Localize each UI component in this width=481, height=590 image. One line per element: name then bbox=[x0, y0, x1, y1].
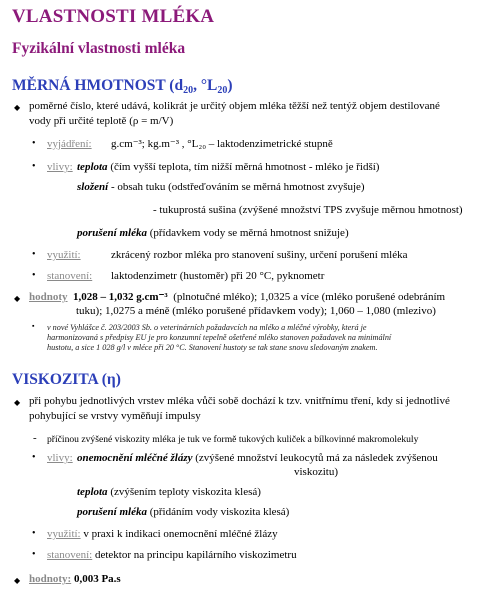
vyuziti-label: využití: bbox=[47, 249, 81, 261]
viscosity-stanoveni bbox=[47, 548, 297, 563]
vlivy-slozeni-2: - tukuprostá sušina (zvýšené množství TPS zvyšuje měrnou hmotnost) bbox=[153, 204, 463, 216]
hodnoty-label: hodnoty bbox=[29, 291, 68, 303]
viscosity-poruseni bbox=[77, 505, 289, 520]
vlivy-poruseni bbox=[77, 226, 349, 241]
hodnoty-text-1: (plnotučné mléko); 1,0325 a více (mléko porušené odebráním bbox=[173, 291, 446, 303]
density-values-1 bbox=[29, 290, 445, 305]
viscosity-poruseni-term: porušení mléka bbox=[77, 506, 147, 518]
onemocneni-term: onemocnění mléčné žlázy bbox=[77, 452, 193, 464]
vyuziti-text: zkrácený rozbor mléka pro stanovení sušiny, určení porušení mléka bbox=[111, 249, 408, 261]
viscosity-onemocneni-2: viskozitu) bbox=[294, 466, 338, 478]
viscosity-hodnoty-value: 0,003 Pa.s bbox=[73, 573, 121, 585]
poruseni-text: (přídavkem vody se měrná hmotnost snižuje) bbox=[149, 227, 349, 239]
viscosity-definition-2: pohybující se vrstvy vyměňují impulsy bbox=[29, 410, 201, 422]
viscosity-vlivy-label: vlivy: bbox=[47, 452, 73, 464]
density-heading bbox=[12, 77, 233, 96]
poruseni-term: porušení mléka bbox=[77, 227, 147, 239]
teplota-text: (čím vyšší teplota, tím nižší měrná hmotnost - mléko je řidší) bbox=[110, 161, 380, 173]
dot-bullet-icon: • bbox=[32, 528, 36, 539]
viscosity-cause: příčinou zvýšené viskozity mléka je tuk ve formě tukových kuliček a bílkovinné makromolekuly bbox=[47, 434, 419, 445]
dot-bullet-icon: • bbox=[32, 249, 36, 260]
viscosity-onemocneni bbox=[77, 451, 438, 466]
vlivy-label: vlivy: bbox=[47, 161, 73, 173]
onemocneni-text-1: (zvýšené množství leukocytů má za následek zvýšenou bbox=[195, 452, 438, 464]
legislation-note-1: v nové Vyhlášce č. 203/2003 Sb. o veterinárních požadavcích na mléko a mléčné výrobky, která je bbox=[47, 323, 367, 332]
viscosity-definition-1: při pohybu jednotlivých vrstev mléka vůči sobě dochází k tzv. vnitřnímu tření, kdy si jednotlivé bbox=[29, 395, 450, 407]
viscosity-stanoveni-text: detektor na principu kapilárního viskozimetru bbox=[94, 549, 297, 561]
density-heading-mid: , °L bbox=[193, 77, 218, 94]
viscosity-heading: VISKOZITA (η) bbox=[12, 371, 121, 388]
diamond-bullet-icon: ◆ bbox=[14, 294, 21, 303]
viscosity-teplota-term: teplota bbox=[77, 486, 108, 498]
legislation-note-3: hustotu, a sice 1 028 g/l v mléce při 20 °C. Stanovení hustoty se tak stane snovu sledovaným znakem. bbox=[47, 343, 378, 352]
viscosity-teplota bbox=[77, 485, 261, 500]
diamond-bullet-icon: ◆ bbox=[14, 103, 21, 112]
viscosity-stanoveni-label: stanovení: bbox=[47, 549, 93, 561]
vlivy-slozeni bbox=[77, 180, 365, 195]
dot-bullet-icon: • bbox=[32, 549, 36, 560]
diamond-bullet-icon: ◆ bbox=[14, 576, 21, 585]
dash-bullet: - bbox=[33, 432, 37, 444]
vyjadreni-text: g.cm⁻³; kg.m⁻³ , °L₂₀ – laktodenzimetrické stupně bbox=[111, 138, 333, 150]
viscosity-poruseni-text: (přidáním vody viskozita klesá) bbox=[149, 506, 290, 518]
density-heading-main: MĚRNÁ HMOTNOST (d bbox=[12, 77, 184, 94]
viscosity-hodnoty-label: hodnoty: bbox=[29, 573, 72, 585]
slozeni-text: - obsah tuku (odstřeďováním se měrná hmotnost zvyšuje) bbox=[110, 181, 365, 193]
dot-bullet-icon: • bbox=[32, 270, 36, 281]
dot-bullet-icon: • bbox=[32, 138, 36, 149]
viscosity-vyuziti bbox=[47, 527, 278, 542]
dot-bullet-icon: • bbox=[32, 161, 36, 172]
density-values-2: tuku); 1,0275 a méně (mléko porušené přídavkem vody); 1,060 – 1,080 (mlezivo) bbox=[76, 305, 436, 317]
stanoveni-text: laktodenzimetr (hustoměr) při 20 °C, pyknometr bbox=[111, 270, 325, 282]
vlivy-teplota bbox=[77, 160, 379, 175]
legislation-note-2: harmonizovaná s předpisy EU je pro konzumní tepelně ošetřené mléko stanoven požadavek na minimální bbox=[47, 333, 392, 342]
density-heading-sub1: 20 bbox=[183, 85, 194, 96]
density-heading-sub2: 20 bbox=[217, 85, 228, 96]
dot-bullet-icon: • bbox=[32, 452, 36, 463]
page-title: VLASTNOSTI MLÉKA bbox=[12, 6, 215, 27]
diamond-bullet-icon: ◆ bbox=[14, 398, 21, 407]
hodnoty-value: 1,028 – 1,032 g.cm⁻³ bbox=[73, 291, 168, 303]
stanoveni-label: stanovení: bbox=[47, 270, 93, 282]
viscosity-values bbox=[29, 572, 121, 587]
density-definition-1: poměrné číslo, které udává, kolikrát je určitý objem mléka těžší než tentýž objem destilované bbox=[29, 100, 440, 112]
page-subtitle: Fyzikální vlastnosti mléka bbox=[12, 40, 186, 57]
small-bullet-icon: ▪ bbox=[32, 322, 35, 330]
density-definition-2: vody při určité teplotě (ρ = m/V) bbox=[29, 115, 174, 127]
viscosity-vyuziti-label: využití: bbox=[47, 528, 81, 540]
vyjadreni-label: vyjádření: bbox=[47, 138, 92, 150]
teplota-term: teplota bbox=[77, 161, 108, 173]
slozeni-term: složení bbox=[77, 181, 109, 193]
viscosity-teplota-text: (zvýšením teploty viskozita klesá) bbox=[110, 486, 261, 498]
viscosity-vyuziti-text: v praxi k indikaci onemocnění mléčné žlázy bbox=[83, 528, 278, 540]
density-heading-end: ) bbox=[227, 77, 233, 94]
